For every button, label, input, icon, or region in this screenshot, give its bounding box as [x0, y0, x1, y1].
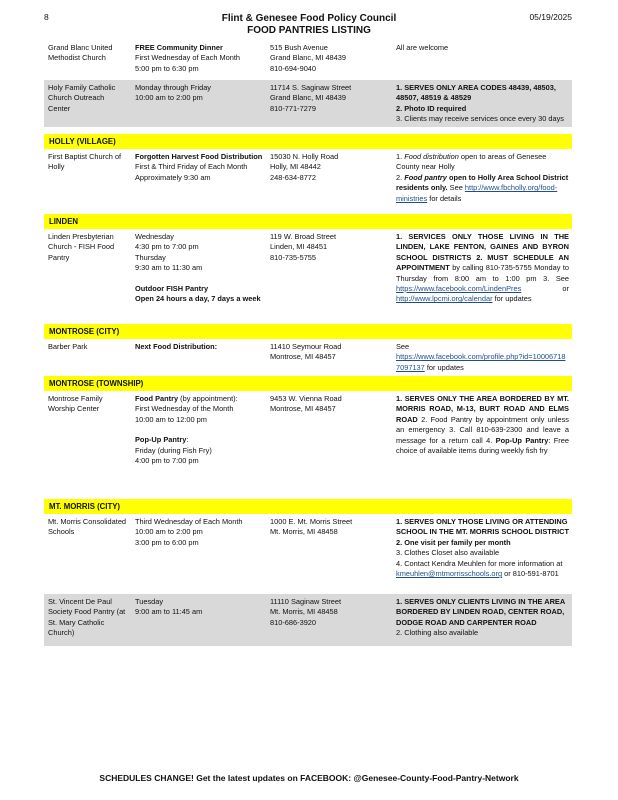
email-link[interactable]: kmeuhlen@mtmorrisschools.org	[396, 569, 503, 579]
pantry-name: St. Vincent De Paul Society Food Pantry (at St. Mary Catholic Church)	[48, 597, 126, 638]
schedule-line: Monday through Friday	[135, 83, 211, 92]
phone-number: 248-634-8772	[270, 172, 317, 182]
address-line: Montrose, MI 48457	[270, 352, 336, 362]
address-line: 11110 Saginaw Street	[270, 597, 342, 606]
barber-park-facebook-link[interactable]: https://www.facebook.com/profile.php?id=100067187097137	[396, 352, 566, 372]
note-line: 3. Clothes Closet also available	[396, 548, 500, 558]
address-line: Grand Blanc, MI 48439	[270, 93, 347, 103]
note-line: 2. Photo ID required	[396, 103, 467, 113]
pantry-schedule	[131, 80, 266, 127]
address-line: 119 W. Broad Street	[270, 232, 337, 241]
phone-number: 810-771-7279	[270, 103, 317, 113]
title-line-1: Flint & Genesee Food Policy Council	[221, 13, 397, 24]
pantry-address	[266, 80, 392, 127]
address-line: 15030 N. Holly Road	[270, 152, 339, 161]
document-title	[0, 13, 618, 36]
pantry-address	[266, 391, 392, 499]
address-line: 515 Bush Avenue	[270, 43, 328, 52]
address-line: Montrose, MI 48457	[270, 404, 336, 414]
note-line: 2. One visit per family per month	[396, 537, 511, 547]
schedule-line: Tuesday	[135, 597, 164, 606]
note-line: 1. SERVES ONLY AREA CODES 48439, 48503, 48507, 48519 & 48529	[396, 83, 556, 103]
note-line: 3. Clients may receive services once every 30 days	[396, 114, 565, 124]
pantry-notes: 1. SERVES ONLY THE AREA BORDERED BY MT. MORRIS ROAD, M-13, BURT ROAD AND ELMS ROAD 2. Food Pantry by appointment only unless an emergency 3. Call 810-639-2300 and leave a message for a return call 4. Pop-Up Pantry: Free choice of available items during weekly fish fry	[396, 394, 569, 456]
address-line: Grand Blanc, MI 48439	[270, 53, 347, 63]
pantry-schedule	[131, 149, 266, 214]
schedule-line: 4:30 pm to 7:00 pm	[135, 242, 199, 252]
linden-calendar-link[interactable]: http://www.lpcmi.org/calendar	[396, 294, 493, 304]
schedule-line: 3:00 pm to 6:00 pm	[135, 537, 199, 547]
schedule-title: Next Food Distribution:	[135, 342, 218, 351]
address-line: Holly, MI 48442	[270, 162, 321, 172]
pantry-name: First Baptist Church of Holly	[48, 152, 122, 172]
pantry-notes: 1. Food distribution open to areas of Genesee County near Holly 2. Food pantry open to Holly Area School District residents only. See http://www.fbcholly.org/food-ministries for details	[396, 152, 569, 203]
pantry-schedule	[131, 514, 266, 594]
footer-notice: SCHEDULES CHANGE! Get the latest updates on FACEBOOK: @Genesee-County-Food-Pantry-Network	[99, 773, 519, 783]
pantry-address	[266, 149, 392, 214]
address-line: Linden, MI 48451	[270, 242, 328, 252]
schedule-line: First & Third Friday of Each Month	[135, 162, 248, 172]
linden-facebook-link[interactable]: https://www.facebook.com/LindenPres	[396, 284, 522, 294]
pantry-schedule	[131, 339, 266, 376]
address-line: Mt. Morris, MI 48458	[270, 607, 338, 617]
schedule-line: First Wednesday of Each Month	[135, 53, 241, 63]
pantry-address	[266, 339, 392, 376]
table-row	[44, 149, 572, 214]
table-row	[44, 229, 572, 324]
title-line-2: FOOD PANTRIES LISTING	[247, 24, 371, 36]
table-row	[44, 514, 572, 594]
pantry-schedule	[131, 40, 266, 80]
schedule-line: Thursday	[135, 252, 166, 262]
phone-number: 810-735-5755	[270, 252, 317, 262]
pantry-notes: All are welcome	[396, 43, 449, 52]
schedule-line: 10:00 am to 12:00 pm	[135, 414, 207, 424]
pantry-schedule: Food Pantry (by appointment): First Wednesday of the Month 10:00 am to 12:00 pm Pop-Up Pantry: Friday (during Fish Fry) 4:00 pm to 7:00 pm	[131, 391, 266, 499]
pantry-notes: See https://www.facebook.com/profile.php?id=100067187097137 for updates	[396, 342, 566, 372]
section-mt-morris-city: MT. MORRIS (CITY)	[44, 499, 572, 514]
pantry-name: Barber Park	[48, 342, 88, 351]
pantry-name: Mt. Morris Consolidated Schools	[48, 517, 127, 537]
table-row	[44, 80, 572, 127]
pantry-name: Grand Blanc United Methodist Church	[48, 43, 113, 63]
table-row	[44, 594, 572, 646]
pantry-notes	[392, 594, 572, 646]
section-linden: LINDEN	[44, 214, 572, 229]
schedule-line: 9:30 am to 11:30 am	[135, 263, 203, 273]
address-line: 11714 S. Saginaw Street	[270, 83, 352, 92]
section-montrose-township: MONTROSE (TOWNSHIP)	[44, 376, 572, 391]
table-row	[44, 339, 572, 376]
table-row	[44, 40, 572, 80]
address-line: 9453 W. Vienna Road	[270, 394, 342, 403]
table-row	[44, 391, 572, 499]
schedule-line: 10:00 am to 2:00 pm	[135, 93, 203, 103]
schedule-line: Third Wednesday of Each Month	[135, 517, 243, 526]
address-line: 11410 Seymour Road	[270, 342, 342, 351]
pantry-address	[266, 229, 392, 324]
pantry-address	[266, 594, 392, 646]
address-line: Mt. Morris, MI 48458	[270, 527, 338, 537]
pantry-name: Holy Family Catholic Church Outreach Center	[48, 83, 116, 113]
note-line: 1. SERVES ONLY CLIENTS LIVING IN THE AREA BORDERED BY LINDEN ROAD, CENTER ROAD, DODGE ROAD AND CARPENTER ROAD	[396, 597, 565, 627]
schedule-title: FREE Community Dinner	[135, 43, 223, 52]
schedule-line: 10:00 am to 2:00 pm	[135, 527, 203, 537]
pantry-name: Montrose Family Worship Center	[48, 394, 103, 414]
schedule-line: Friday (during Fish Fry)	[135, 445, 212, 455]
pantry-notes: 1. SERVES ONLY THOSE LIVING OR ATTENDING SCHOOL IN THE MT. MORRIS SCHOOL DISTRICT 2. One visit per family per month 3. Clothes Closet also available 4. Contact Kendra Meuhlen for more information at kmeuhlen@mtmorrisschools.org or 810-591-8701	[396, 517, 570, 579]
pantry-schedule	[131, 594, 266, 646]
pantry-table	[44, 40, 572, 646]
schedule-line: 4:00 pm to 7:00 pm	[135, 456, 199, 466]
pantry-address	[266, 40, 392, 80]
address-line: 1000 E. Mt. Morris Street	[270, 517, 353, 526]
pantry-address	[266, 514, 392, 594]
schedule-line: Wednesday	[135, 232, 174, 241]
holly-food-ministries-link[interactable]: http://www.fbcholly.org/food-ministries	[396, 183, 558, 203]
schedule-line: First Wednesday of the Month	[135, 404, 234, 414]
schedule-title: Forgotten Harvest Food Distribution	[135, 152, 263, 161]
schedule-line: Approximately 9:30 am	[135, 172, 211, 182]
document-date: 05/19/2025	[529, 12, 572, 22]
phone-number: 810-694-9040	[270, 63, 317, 73]
schedule-title: Outdoor FISH Pantry	[135, 283, 209, 293]
pantry-name: Linden Presbyterian Church - FISH Food Pantry	[48, 232, 115, 262]
phone-number: 810-686-3920	[270, 617, 317, 627]
schedule-line: Open 24 hours a day, 7 days a week	[135, 294, 261, 304]
schedule-line: 9:00 am to 11:45 am	[135, 607, 203, 617]
note-line: 2. Clothing also available	[396, 628, 479, 638]
note-line: 1. SERVES ONLY THOSE LIVING OR ATTENDING SCHOOL IN THE MT. MORRIS SCHOOL DISTRICT	[396, 517, 570, 537]
section-montrose-city: MONTROSE (CITY)	[44, 324, 572, 339]
page-number: 8	[44, 12, 49, 22]
pantry-schedule	[131, 229, 266, 324]
schedule-line: 5:00 pm to 6:30 pm	[135, 63, 199, 73]
pantry-notes	[392, 80, 572, 127]
pantry-notes: 1. SERVICES ONLY THOSE LIVING IN THE LINDEN, LAKE FENTON, GAINES AND BYRON SCHOOL DISTRICTS 2. MUST SCHEDULE AN APPOINTMENT by calling 810-735-5755 Monday to Thursday from 8:00 am to 1:00 pm 3. See https://www.facebook.com/LindenPres or http://www.lpcmi.org/calendar for updates	[396, 232, 569, 304]
section-holly: HOLLY (VILLAGE)	[44, 134, 572, 149]
